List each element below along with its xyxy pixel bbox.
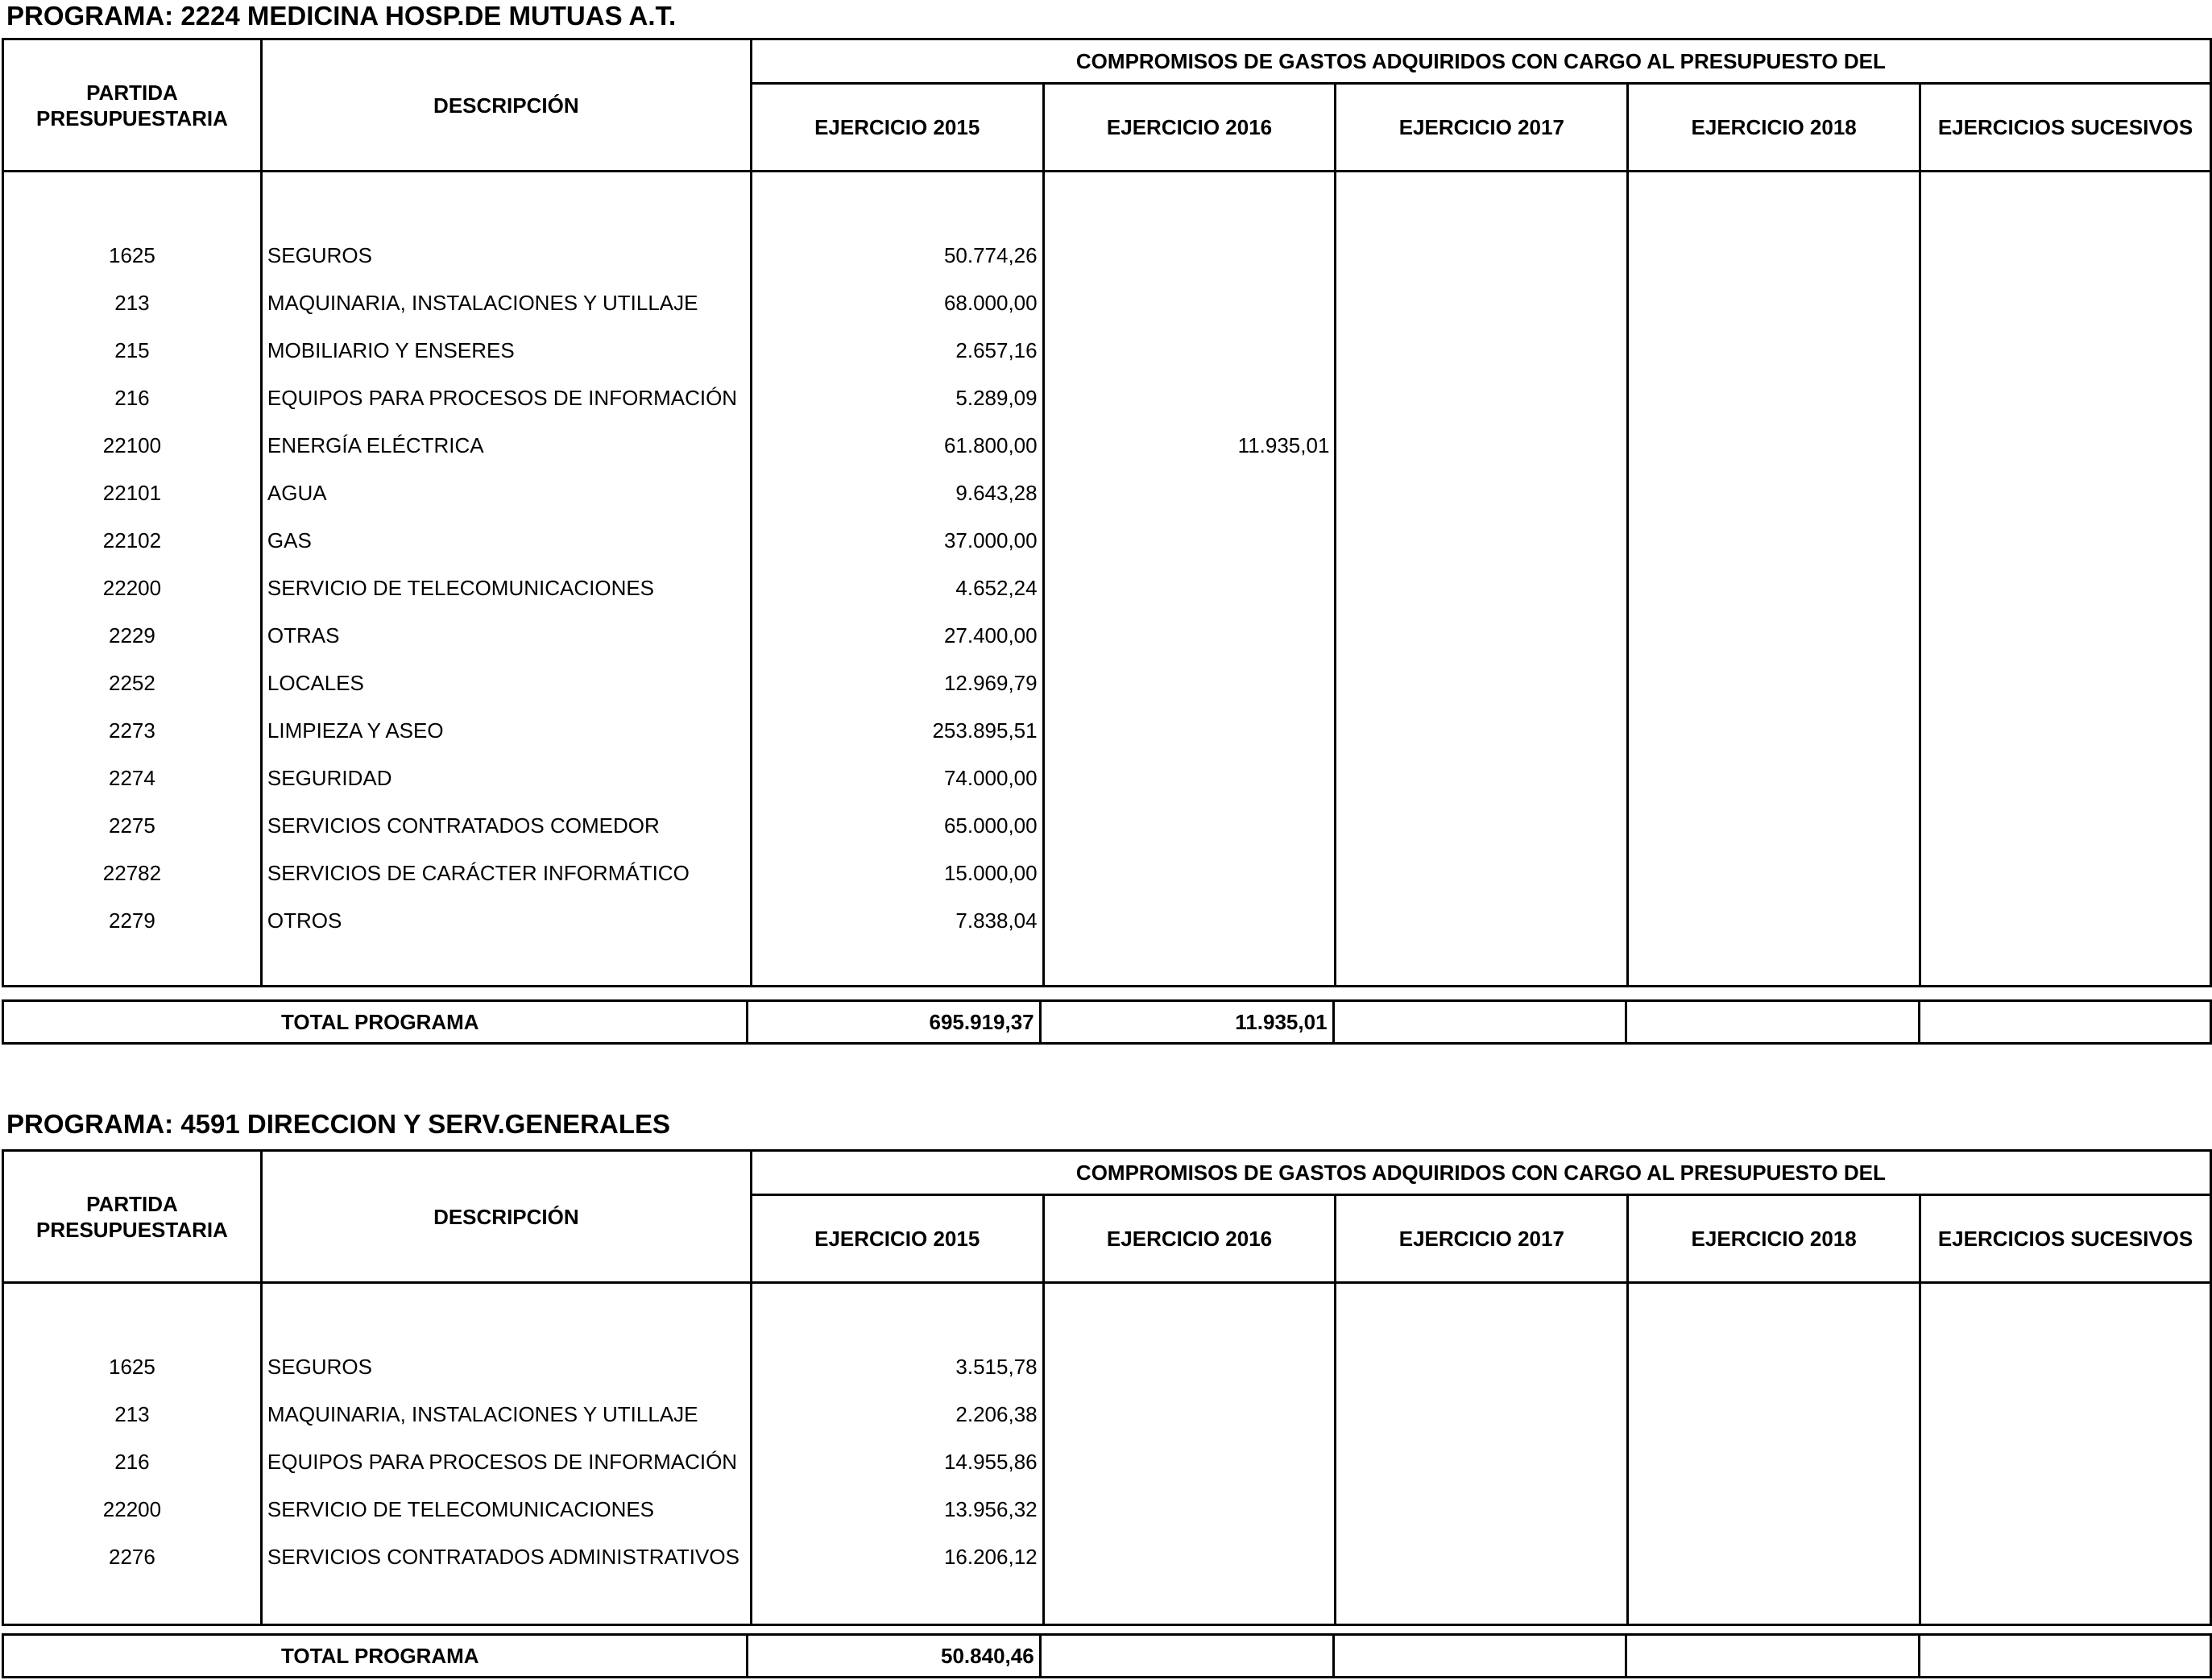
table-row-desc: SERVICIO DE TELECOMUNICACIONES xyxy=(267,576,655,600)
header-partida: PARTIDA PRESUPUESTARIA xyxy=(3,1151,262,1283)
description-column xyxy=(261,172,751,987)
table-row-y2016 xyxy=(1045,850,1335,897)
table-row-code: 2276 xyxy=(109,1545,155,1569)
table-row-y2015: 14.955,86 xyxy=(943,1450,1038,1474)
table-row-code: 216 xyxy=(114,1450,150,1474)
table-row-desc: MOBILIARIO Y ENSERES xyxy=(267,338,515,362)
table-row-y2016 xyxy=(1045,707,1335,755)
total-sucesivos xyxy=(1920,1635,2211,1678)
table-row-y2015: 16.206,12 xyxy=(943,1545,1038,1569)
ejercicio-2015-column xyxy=(751,172,1043,987)
table-row-code: 1625 xyxy=(109,1355,155,1379)
table-row-y2016 xyxy=(1045,1486,1335,1533)
total-sucesivos xyxy=(1920,1001,2211,1044)
header-year: EJERCICIO 2018 xyxy=(1628,1195,1920,1283)
table-row-desc: AGUA xyxy=(267,481,327,505)
table-row-y2016 xyxy=(1045,232,1335,279)
code-column xyxy=(3,1283,262,1625)
total-2017 xyxy=(1333,1001,1626,1044)
table-row-code: 22102 xyxy=(102,528,162,552)
table-row-desc: SEGURIDAD xyxy=(267,766,392,790)
table-row-y2015: 12.969,79 xyxy=(943,671,1038,695)
table-row-y2015: 61.800,00 xyxy=(943,433,1038,457)
table-row-desc: ENERGÍA ELÉCTRICA xyxy=(267,433,484,457)
header-partida: PARTIDA PRESUPUESTARIA xyxy=(3,39,262,172)
table-row-y2016 xyxy=(1045,327,1335,374)
ejercicio-2017-column xyxy=(1336,1283,1628,1625)
table-row-code: 213 xyxy=(114,1402,150,1426)
header-year: EJERCICIO 2016 xyxy=(1043,84,1336,172)
ejercicio-2016-column xyxy=(1043,172,1336,987)
total-label: TOTAL PROGRAMA xyxy=(3,1001,748,1044)
total-2017 xyxy=(1333,1635,1626,1678)
table-row-y2016 xyxy=(1045,755,1335,802)
table-row-code: 215 xyxy=(114,338,150,362)
table-row-code: 2229 xyxy=(109,623,155,648)
header-year: EJERCICIO 2015 xyxy=(751,1195,1043,1283)
header-year: EJERCICIO 2016 xyxy=(1043,1195,1336,1283)
table-row-desc: SEGUROS xyxy=(267,1355,372,1379)
table-row-y2016 xyxy=(1045,565,1335,612)
table-row-y2015: 65.000,00 xyxy=(943,813,1038,838)
table-row-y2015: 5.289,09 xyxy=(955,386,1038,410)
table-row-desc: SERVICIO DE TELECOMUNICACIONES xyxy=(267,1497,655,1521)
table-row-desc: MAQUINARIA, INSTALACIONES Y UTILLAJE xyxy=(267,1402,698,1426)
table-row-desc: EQUIPOS PARA PROCESOS DE INFORMACIÓN xyxy=(267,386,738,410)
header-descripcion: DESCRIPCIÓN xyxy=(261,39,751,172)
table-row-desc: MAQUINARIA, INSTALACIONES Y UTILLAJE xyxy=(267,291,698,315)
table-row-y2015: 253.895,51 xyxy=(932,718,1038,743)
code-column xyxy=(3,172,262,987)
table-row-y2015: 4.652,24 xyxy=(955,576,1038,600)
total-2015: 50.840,46 xyxy=(747,1635,1040,1678)
table-row-y2016 xyxy=(1045,279,1335,327)
table-row-y2016 xyxy=(1045,517,1335,565)
table-row-desc: SERVICIOS CONTRATADOS COMEDOR xyxy=(267,813,660,838)
table-row-y2015: 50.774,26 xyxy=(943,243,1038,267)
table-row-y2016 xyxy=(1045,802,1335,850)
table-row-y2015: 68.000,00 xyxy=(943,291,1038,315)
program-title: PROGRAMA: 2224 MEDICINA HOSP.DE MUTUAS A.T. xyxy=(6,1,677,31)
table-row-code: 22200 xyxy=(102,576,162,600)
total-2015: 695.919,37 xyxy=(747,1001,1040,1044)
table-row-code: 2279 xyxy=(109,908,155,933)
commitments-table xyxy=(2,1149,2212,1626)
table-row-y2015: 2.657,16 xyxy=(955,338,1038,362)
table-row-code: 2275 xyxy=(109,813,155,838)
table-row-y2015: 74.000,00 xyxy=(943,766,1038,790)
total-2016 xyxy=(1040,1635,1333,1678)
table-row-y2016 xyxy=(1045,660,1335,707)
table-row-y2016 xyxy=(1045,374,1335,422)
table-row-desc: GAS xyxy=(267,528,312,552)
total-2018 xyxy=(1626,1635,1920,1678)
total-label: TOTAL PROGRAMA xyxy=(3,1635,748,1678)
table-row-y2015: 9.643,28 xyxy=(955,481,1038,505)
table-row-code: 22100 xyxy=(102,433,162,457)
table-row-y2015: 7.838,04 xyxy=(955,908,1038,933)
table-row-desc: SEGUROS xyxy=(267,243,372,267)
table-row-y2015: 3.515,78 xyxy=(955,1355,1038,1379)
ejercicio-2016-column xyxy=(1043,1283,1336,1625)
table-row-y2016 xyxy=(1045,1533,1335,1581)
table-row-y2016 xyxy=(1045,1391,1335,1438)
total-row xyxy=(2,999,2212,1045)
header-year: EJERCICIO 2018 xyxy=(1628,84,1920,172)
ejercicios-sucesivos-column xyxy=(1920,1283,2211,1625)
commitments-table xyxy=(2,38,2212,987)
table-row-code: 216 xyxy=(114,386,150,410)
table-row-code: 1625 xyxy=(109,243,155,267)
table-row-y2016 xyxy=(1045,897,1335,945)
table-row-code: 2274 xyxy=(109,766,155,790)
header-year: EJERCICIO 2017 xyxy=(1336,1195,1628,1283)
table-row-code: 2273 xyxy=(109,718,155,743)
table-row-desc: LOCALES xyxy=(267,671,364,695)
header-year: EJERCICIOS SUCESIVOS xyxy=(1920,1195,2211,1283)
header-year: EJERCICIO 2015 xyxy=(751,84,1043,172)
table-row-y2015: 13.956,32 xyxy=(943,1497,1038,1521)
header-year: EJERCICIO 2017 xyxy=(1336,84,1628,172)
ejercicio-2015-column xyxy=(751,1283,1043,1625)
table-row-code: 2252 xyxy=(109,671,155,695)
table-row-y2016: 11.935,01 xyxy=(1237,433,1330,457)
ejercicio-2018-column xyxy=(1628,1283,1920,1625)
table-row-desc: SERVICIOS DE CARÁCTER INFORMÁTICO xyxy=(267,861,690,885)
table-row-y2015: 2.206,38 xyxy=(955,1402,1038,1426)
table-row-y2015: 15.000,00 xyxy=(943,861,1038,885)
header-group: COMPROMISOS DE GASTOS ADQUIRIDOS CON CARGO AL PRESUPUESTO DEL xyxy=(751,39,2210,84)
table-row-code: 22101 xyxy=(102,481,162,505)
header-descripcion: DESCRIPCIÓN xyxy=(261,1151,751,1283)
table-row-code: 22200 xyxy=(102,1497,162,1521)
table-row-desc: EQUIPOS PARA PROCESOS DE INFORMACIÓN xyxy=(267,1450,738,1474)
table-row-y2015: 27.400,00 xyxy=(943,623,1038,648)
ejercicios-sucesivos-column xyxy=(1920,172,2211,987)
table-row-y2016 xyxy=(1045,1438,1335,1486)
description-column xyxy=(261,1283,751,1625)
table-row-code: 213 xyxy=(114,291,150,315)
table-row-y2016 xyxy=(1045,470,1335,517)
program-title: PROGRAMA: 4591 DIRECCION Y SERV.GENERALES xyxy=(6,1109,671,1139)
table-row-y2016 xyxy=(1045,612,1335,660)
header-year: EJERCICIOS SUCESIVOS xyxy=(1920,84,2211,172)
table-row-code: 22782 xyxy=(102,861,162,885)
ejercicio-2017-column xyxy=(1336,172,1628,987)
total-2018 xyxy=(1626,1001,1920,1044)
table-row-desc: OTRAS xyxy=(267,623,340,648)
table-row-desc: LIMPIEZA Y ASEO xyxy=(267,718,444,743)
header-group: COMPROMISOS DE GASTOS ADQUIRIDOS CON CARGO AL PRESUPUESTO DEL xyxy=(751,1151,2210,1195)
total-row xyxy=(2,1633,2212,1678)
table-row-desc: OTROS xyxy=(267,908,342,933)
ejercicio-2018-column xyxy=(1628,172,1920,987)
table-row-y2016 xyxy=(1045,1343,1335,1391)
table-row-desc: SERVICIOS CONTRATADOS ADMINISTRATIVOS xyxy=(267,1545,739,1569)
total-2016: 11.935,01 xyxy=(1040,1001,1333,1044)
table-row-y2015: 37.000,00 xyxy=(943,528,1038,552)
